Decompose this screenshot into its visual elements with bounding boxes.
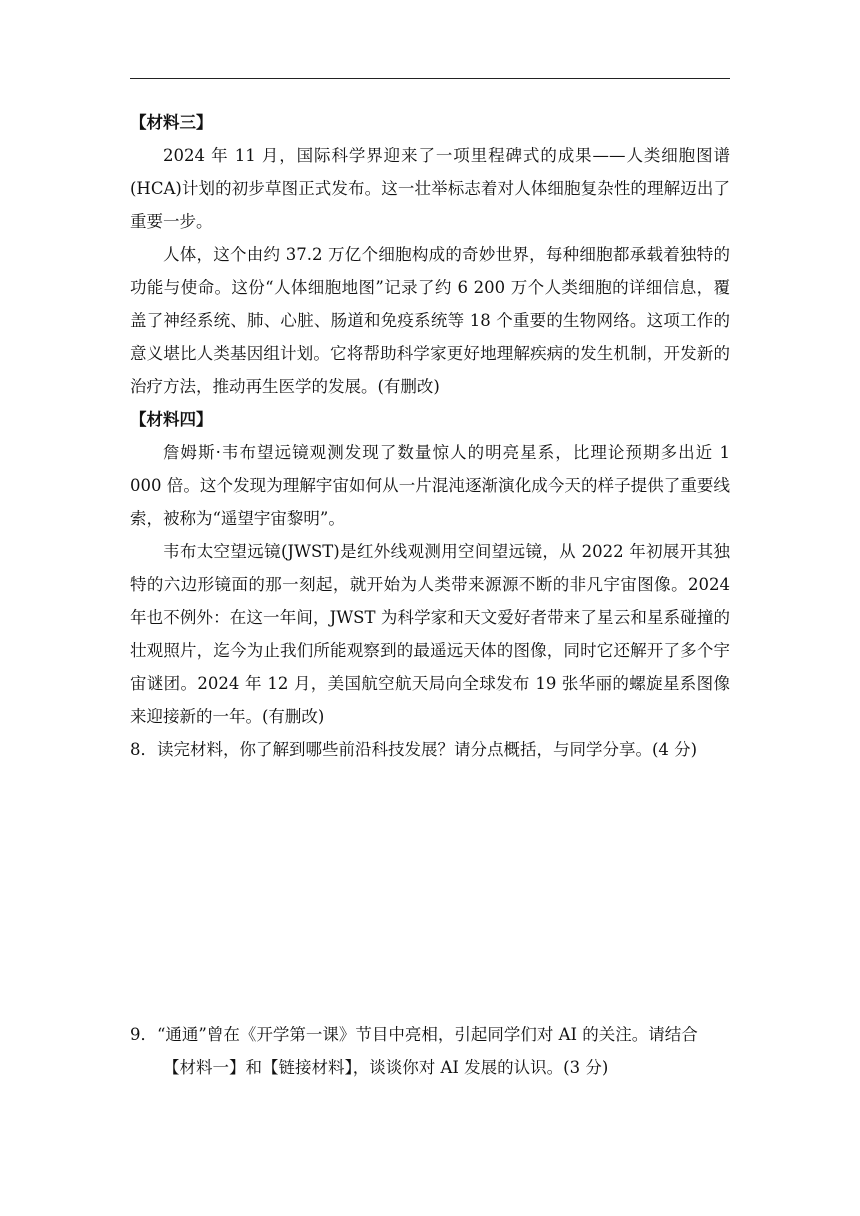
material-three-paragraph-2: 人体，这个由约 37.2 万亿个细胞构成的奇妙世界，每种细胞都承载着独特的功能与使命。这份“人体细胞地图”记录了约 6 200 万个人类细胞的详细信息，覆盖了神经系统、肺、心脏、肠道和免疫系统等 18 个重要的生物网络。这项工作的意义堪比人类基因组计划。它将帮助科学家更好地理解疾病的发生机制，开发新的治疗方法，推动再生医学的发展。(有删改) (130, 245, 730, 396)
header-rule (130, 78, 730, 79)
question-9-line-2: 【材料一】和【链接材料】，谈谈你对 AI 发展的认识。(3 分) (163, 1058, 609, 1077)
material-four-paragraph-2: 韦布太空望远镜(JWST)是红外线观测用空间望远镜，从 2022 年初展开其独特的六边形镜面的那一刻起，就开始为人类带来源源不断的非凡宇宙图像。2024 年也不例外：在这一年间，JWST 为科学家和天文爱好者带来了星云和星系碰撞的壮观照片，迄今为止我们所能观察到的最遥远天体的图像，同时它还解开了多个宇宙谜团。2024 年 12 月，美国航空航天局向全球发布 19 张华丽的螺旋星系图像来迎接新的一年。(有删改) (130, 542, 730, 726)
material-four-paragraph-1: 詹姆斯·韦布望远镜观测发现了数量惊人的明亮星系，比理论预期多出近 1 000 倍。这个发现为理解宇宙如何从一片混沌逐渐演化成今天的样子提供了重要线索，被称为“遥望宇宙黎明”。 (130, 443, 730, 528)
question-9 (130, 1018, 730, 1084)
question-8: 8．读完材料，你了解到哪些前沿科技发展？请分点概括，与同学分享。(4 分) (130, 740, 698, 759)
material-three-heading: 【材料三】 (130, 113, 213, 132)
material-four-heading: 【材料四】 (130, 410, 213, 429)
material-three-paragraph-1: 2024 年 11 月，国际科学界迎来了一项里程碑式的成果——人类细胞图谱(HCA)计划的初步草图正式发布。这一壮举标志着对人体细胞复杂性的理解迈出了重要一步。 (130, 146, 730, 231)
reading-materials (130, 106, 730, 766)
question-9-line-1: 9．“通通”曾在《开学第一课》节目中亮相，引起同学们对 AI 的关注。请结合 (130, 1025, 698, 1044)
